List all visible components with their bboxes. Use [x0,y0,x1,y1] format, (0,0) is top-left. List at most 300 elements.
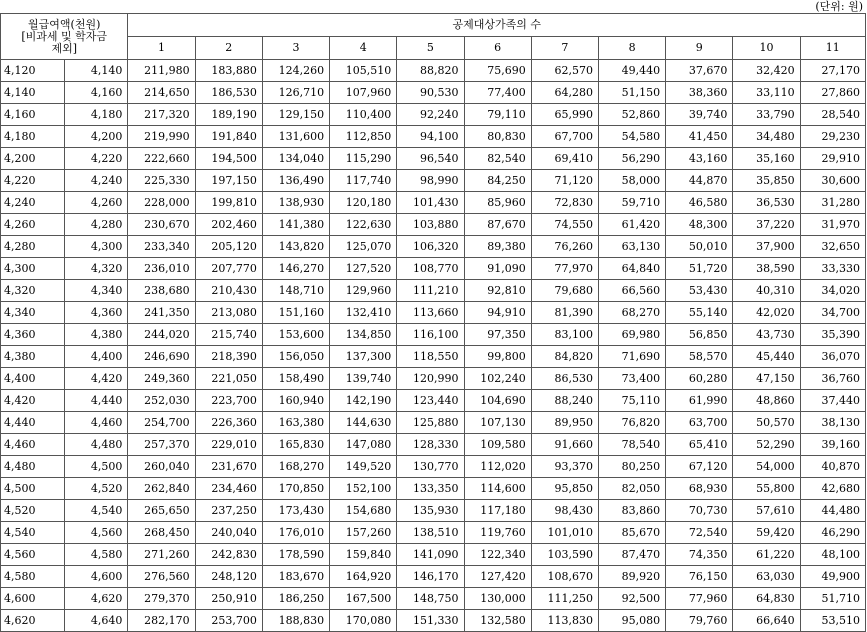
tax-amount-cell: 149,520 [330,456,397,478]
salary-range-line-1: 월급여액(천원) [28,17,101,31]
tax-amount-cell: 48,300 [666,214,733,236]
tax-amount-cell: 167,500 [330,588,397,610]
tax-amount-cell: 110,400 [330,104,397,126]
tax-amount-cell: 87,670 [464,214,531,236]
table-row [1,346,866,368]
tax-amount-cell: 223,700 [195,390,262,412]
range-max-cell: 4,600 [65,566,128,588]
range-min-cell: 4,120 [1,60,65,82]
tax-amount-cell: 53,430 [666,280,733,302]
tax-amount-cell: 141,090 [397,544,464,566]
tax-amount-cell: 104,690 [464,390,531,412]
tax-amount-cell: 236,010 [128,258,195,280]
tax-amount-cell: 176,010 [262,522,329,544]
tax-amount-cell: 217,320 [128,104,195,126]
tax-amount-cell: 62,570 [531,60,598,82]
table-row [1,192,866,214]
table-row [1,368,866,390]
tax-amount-cell: 257,370 [128,434,195,456]
table-row [1,280,866,302]
tax-amount-cell: 43,730 [733,324,800,346]
tax-amount-cell: 134,850 [330,324,397,346]
tax-amount-cell: 248,120 [195,566,262,588]
column-header: 4 [330,37,397,60]
tax-amount-cell: 55,140 [666,302,733,324]
tax-amount-cell: 40,310 [733,280,800,302]
tax-amount-cell: 219,990 [128,126,195,148]
tax-amount-cell: 123,440 [397,390,464,412]
tax-amount-cell: 186,530 [195,82,262,104]
tax-amount-cell: 141,380 [262,214,329,236]
range-max-cell: 4,280 [65,214,128,236]
tax-amount-cell: 60,280 [666,368,733,390]
range-max-cell: 4,520 [65,478,128,500]
tax-amount-cell: 92,500 [598,588,665,610]
tax-amount-cell: 68,270 [598,302,665,324]
tax-amount-cell: 130,770 [397,456,464,478]
range-max-cell: 4,260 [65,192,128,214]
tax-amount-cell: 71,120 [531,170,598,192]
tax-amount-cell: 117,180 [464,500,531,522]
range-min-cell: 4,180 [1,126,65,148]
range-min-cell: 4,520 [1,500,65,522]
tax-amount-cell: 116,100 [397,324,464,346]
tax-amount-cell: 65,410 [666,434,733,456]
tax-amount-cell: 90,530 [397,82,464,104]
tax-amount-cell: 42,020 [733,302,800,324]
tax-amount-cell: 53,510 [800,610,865,632]
range-min-cell: 4,460 [1,434,65,456]
tax-amount-cell: 230,670 [128,214,195,236]
range-max-cell: 4,360 [65,302,128,324]
range-min-cell: 4,420 [1,390,65,412]
tax-amount-cell: 33,330 [800,258,865,280]
tax-amount-cell: 170,850 [262,478,329,500]
tax-amount-cell: 228,000 [128,192,195,214]
range-max-cell: 4,640 [65,610,128,632]
tax-amount-cell: 65,990 [531,104,598,126]
tax-amount-cell: 77,960 [666,588,733,610]
tax-amount-cell: 112,850 [330,126,397,148]
tax-amount-cell: 194,500 [195,148,262,170]
tax-amount-cell: 102,240 [464,368,531,390]
tax-amount-cell: 54,000 [733,456,800,478]
tax-amount-cell: 153,600 [262,324,329,346]
column-header: 7 [531,37,598,60]
table-row [1,412,866,434]
range-min-cell: 4,380 [1,346,65,368]
tax-amount-cell: 58,570 [666,346,733,368]
tax-amount-cell: 159,840 [330,544,397,566]
tax-amount-cell: 122,630 [330,214,397,236]
tax-amount-cell: 47,150 [733,368,800,390]
tax-amount-cell: 82,540 [464,148,531,170]
tax-amount-cell: 89,950 [531,412,598,434]
range-min-cell: 4,620 [1,610,65,632]
tax-amount-cell: 36,530 [733,192,800,214]
tax-amount-cell: 61,990 [666,390,733,412]
tax-amount-cell: 129,150 [262,104,329,126]
range-max-cell: 4,400 [65,346,128,368]
tax-amount-cell: 64,830 [733,588,800,610]
tax-amount-cell: 103,590 [531,544,598,566]
tax-amount-cell: 210,430 [195,280,262,302]
tax-amount-cell: 156,050 [262,346,329,368]
range-max-cell: 4,620 [65,588,128,610]
tax-amount-cell: 183,880 [195,60,262,82]
tax-amount-cell: 139,740 [330,368,397,390]
tax-amount-cell: 34,020 [800,280,865,302]
tax-amount-cell: 138,930 [262,192,329,214]
tax-amount-cell: 143,820 [262,236,329,258]
tax-amount-cell: 37,220 [733,214,800,236]
tax-amount-cell: 67,120 [666,456,733,478]
salary-range-line-3: 제외] [51,41,77,55]
table-row [1,456,866,478]
column-header: 6 [464,37,531,60]
tax-amount-cell: 58,000 [598,170,665,192]
tax-amount-cell: 92,810 [464,280,531,302]
tax-amount-cell: 70,730 [666,500,733,522]
table-row [1,544,866,566]
tax-amount-cell: 59,420 [733,522,800,544]
tax-amount-cell: 124,260 [262,60,329,82]
tax-amount-cell: 54,580 [598,126,665,148]
table-row [1,434,866,456]
tax-amount-cell: 28,540 [800,104,865,126]
tax-amount-cell: 218,390 [195,346,262,368]
tax-amount-cell: 51,150 [598,82,665,104]
tax-amount-cell: 268,450 [128,522,195,544]
tax-amount-cell: 89,920 [598,566,665,588]
tax-amount-cell: 188,830 [262,610,329,632]
tax-amount-cell: 69,410 [531,148,598,170]
range-min-cell: 4,340 [1,302,65,324]
tax-amount-cell: 66,560 [598,280,665,302]
tax-amount-cell: 148,750 [397,588,464,610]
tax-amount-cell: 48,860 [733,390,800,412]
tax-amount-cell: 163,380 [262,412,329,434]
tax-amount-cell: 27,170 [800,60,865,82]
tax-amount-cell: 144,630 [330,412,397,434]
tax-amount-cell: 95,080 [598,610,665,632]
tax-amount-cell: 83,100 [531,324,598,346]
tax-amount-cell: 138,510 [397,522,464,544]
tax-amount-cell: 78,540 [598,434,665,456]
tax-amount-cell: 101,430 [397,192,464,214]
tax-amount-cell: 237,250 [195,500,262,522]
tax-amount-cell: 157,260 [330,522,397,544]
range-min-cell: 4,160 [1,104,65,126]
tax-amount-cell: 74,350 [666,544,733,566]
tax-amount-cell: 46,580 [666,192,733,214]
tax-amount-cell: 27,860 [800,82,865,104]
range-min-cell: 4,260 [1,214,65,236]
tax-amount-cell: 75,110 [598,390,665,412]
tax-amount-cell: 84,250 [464,170,531,192]
tax-amount-cell: 279,370 [128,588,195,610]
tax-amount-cell: 29,910 [800,148,865,170]
tax-amount-cell: 94,910 [464,302,531,324]
tax-amount-cell: 134,040 [262,148,329,170]
tax-amount-cell: 125,070 [330,236,397,258]
tax-amount-cell: 127,420 [464,566,531,588]
tax-amount-cell: 238,680 [128,280,195,302]
range-min-cell: 4,140 [1,82,65,104]
tax-amount-cell: 94,100 [397,126,464,148]
tax-amount-cell: 136,490 [262,170,329,192]
tax-amount-cell: 67,700 [531,126,598,148]
tax-amount-cell: 132,410 [330,302,397,324]
family-count-header: 공제대상가족의 수 [128,14,866,37]
tax-amount-cell: 32,650 [800,236,865,258]
tax-amount-cell: 42,680 [800,478,865,500]
range-min-cell: 4,600 [1,588,65,610]
range-max-cell: 4,420 [65,368,128,390]
tax-amount-cell: 158,490 [262,368,329,390]
salary-range-line-2: [비과세 및 학자금 [21,29,108,43]
tax-amount-cell: 151,160 [262,302,329,324]
tax-amount-cell: 249,360 [128,368,195,390]
range-min-cell: 4,580 [1,566,65,588]
tax-amount-cell: 160,940 [262,390,329,412]
column-header: 2 [195,37,262,60]
range-max-cell: 4,340 [65,280,128,302]
tax-amount-cell: 242,830 [195,544,262,566]
tax-amount-cell: 170,080 [330,610,397,632]
tax-amount-cell: 276,560 [128,566,195,588]
tax-amount-cell: 40,870 [800,456,865,478]
tax-amount-cell: 101,010 [531,522,598,544]
tax-amount-cell: 80,830 [464,126,531,148]
range-min-cell: 4,300 [1,258,65,280]
tax-amount-cell: 51,720 [666,258,733,280]
unit-label: (단위: 원) [815,0,863,13]
range-min-cell: 4,220 [1,170,65,192]
range-max-cell: 4,200 [65,126,128,148]
table-row [1,302,866,324]
tax-amount-cell: 52,290 [733,434,800,456]
tax-amount-cell: 31,970 [800,214,865,236]
tax-amount-cell: 72,830 [531,192,598,214]
tax-amount-cell: 233,340 [128,236,195,258]
table-row [1,214,866,236]
tax-amount-cell: 215,740 [195,324,262,346]
tax-amount-cell: 37,440 [800,390,865,412]
tax-amount-cell: 38,360 [666,82,733,104]
table-row [1,148,866,170]
tax-amount-cell: 92,240 [397,104,464,126]
range-min-cell: 4,440 [1,412,65,434]
tax-amount-cell: 125,880 [397,412,464,434]
tax-amount-cell: 81,390 [531,302,598,324]
table-row [1,478,866,500]
tax-amount-cell: 111,250 [531,588,598,610]
tax-amount-cell: 148,710 [262,280,329,302]
tax-amount-cell: 86,530 [531,368,598,390]
range-min-cell: 4,320 [1,280,65,302]
tax-amount-cell: 95,850 [531,478,598,500]
tax-amount-cell: 36,760 [800,368,865,390]
tax-amount-cell: 241,350 [128,302,195,324]
range-max-cell: 4,540 [65,500,128,522]
range-min-cell: 4,200 [1,148,65,170]
range-min-cell: 4,280 [1,236,65,258]
tax-amount-cell: 36,070 [800,346,865,368]
table-row [1,236,866,258]
tax-amount-cell: 88,240 [531,390,598,412]
column-header: 5 [397,37,464,60]
tax-amount-cell: 199,810 [195,192,262,214]
range-max-cell: 4,220 [65,148,128,170]
table-row [1,610,866,632]
tax-amount-cell: 262,840 [128,478,195,500]
tax-amount-cell: 30,600 [800,170,865,192]
tax-amount-cell: 76,260 [531,236,598,258]
tax-amount-cell: 56,290 [598,148,665,170]
tax-amount-cell: 231,670 [195,456,262,478]
tax-amount-cell: 39,160 [800,434,865,456]
tax-amount-cell: 76,820 [598,412,665,434]
tax-amount-cell: 246,690 [128,346,195,368]
tax-amount-cell: 122,340 [464,544,531,566]
tax-amount-cell: 178,590 [262,544,329,566]
table-row [1,258,866,280]
tax-amount-cell: 186,250 [262,588,329,610]
tax-amount-cell: 44,480 [800,500,865,522]
column-header: 8 [598,37,665,60]
tax-amount-cell: 115,290 [330,148,397,170]
tax-amount-cell: 37,900 [733,236,800,258]
tax-amount-cell: 33,790 [733,104,800,126]
tax-amount-cell: 254,700 [128,412,195,434]
tax-amount-cell: 126,710 [262,82,329,104]
tax-amount-cell: 128,330 [397,434,464,456]
tax-amount-cell: 34,480 [733,126,800,148]
tax-amount-cell: 39,740 [666,104,733,126]
tax-amount-cell: 147,080 [330,434,397,456]
tax-amount-cell: 34,700 [800,302,865,324]
tax-amount-cell: 253,700 [195,610,262,632]
range-max-cell: 4,300 [65,236,128,258]
range-max-cell: 4,160 [65,82,128,104]
tax-amount-cell: 73,400 [598,368,665,390]
tax-amount-cell: 113,660 [397,302,464,324]
tax-amount-cell: 50,570 [733,412,800,434]
tax-amount-cell: 132,580 [464,610,531,632]
tax-amount-cell: 137,300 [330,346,397,368]
tax-amount-cell: 76,150 [666,566,733,588]
tax-amount-cell: 63,030 [733,566,800,588]
range-min-cell: 4,240 [1,192,65,214]
table-row [1,104,866,126]
tax-amount-cell: 56,850 [666,324,733,346]
tax-amount-cell: 49,900 [800,566,865,588]
tax-amount-cell: 48,100 [800,544,865,566]
tax-amount-cell: 75,690 [464,60,531,82]
tax-amount-cell: 68,930 [666,478,733,500]
tax-amount-cell: 152,100 [330,478,397,500]
tax-amount-cell: 225,330 [128,170,195,192]
tax-amount-cell: 106,320 [397,236,464,258]
tax-amount-cell: 221,050 [195,368,262,390]
tax-amount-cell: 113,830 [531,610,598,632]
range-min-cell: 4,500 [1,478,65,500]
range-max-cell: 4,320 [65,258,128,280]
tax-amount-cell: 63,700 [666,412,733,434]
tax-amount-cell: 38,590 [733,258,800,280]
table-row [1,500,866,522]
range-max-cell: 4,440 [65,390,128,412]
tax-amount-cell: 99,800 [464,346,531,368]
tax-amount-cell: 46,290 [800,522,865,544]
tax-amount-cell: 61,220 [733,544,800,566]
tax-amount-cell: 55,800 [733,478,800,500]
tax-amount-cell: 66,640 [733,610,800,632]
tax-amount-cell: 189,190 [195,104,262,126]
table-row [1,126,866,148]
table-row [1,60,866,82]
tax-amount-cell: 98,990 [397,170,464,192]
tax-amount-cell: 85,960 [464,192,531,214]
tax-amount-cell: 49,440 [598,60,665,82]
tax-amount-cell: 191,840 [195,126,262,148]
tax-amount-cell: 213,080 [195,302,262,324]
tax-amount-cell: 31,280 [800,192,865,214]
tax-amount-cell: 207,770 [195,258,262,280]
tax-amount-cell: 77,970 [531,258,598,280]
tax-amount-cell: 114,600 [464,478,531,500]
range-max-cell: 4,380 [65,324,128,346]
tax-amount-cell: 244,020 [128,324,195,346]
tax-amount-cell: 69,980 [598,324,665,346]
tax-amount-cell: 135,930 [397,500,464,522]
tax-amount-cell: 57,610 [733,500,800,522]
table-row [1,588,866,610]
tax-amount-cell: 82,050 [598,478,665,500]
column-header: 3 [262,37,329,60]
tax-table [0,13,866,632]
tax-amount-cell: 77,400 [464,82,531,104]
tax-amount-cell: 105,510 [330,60,397,82]
tax-amount-cell: 37,670 [666,60,733,82]
tax-amount-cell: 43,160 [666,148,733,170]
tax-amount-cell: 44,870 [666,170,733,192]
range-max-cell: 4,560 [65,522,128,544]
tax-amount-cell: 64,280 [531,82,598,104]
tax-amount-cell: 165,830 [262,434,329,456]
tax-amount-cell: 202,460 [195,214,262,236]
tax-amount-cell: 252,030 [128,390,195,412]
range-min-cell: 4,540 [1,522,65,544]
range-max-cell: 4,140 [65,60,128,82]
salary-range-header [1,14,128,60]
table-row [1,324,866,346]
range-max-cell: 4,240 [65,170,128,192]
tax-amount-cell: 51,710 [800,588,865,610]
tax-amount-cell: 108,770 [397,258,464,280]
table-row [1,390,866,412]
tax-amount-cell: 133,350 [397,478,464,500]
range-max-cell: 4,460 [65,412,128,434]
tax-amount-cell: 41,450 [666,126,733,148]
column-header: 9 [666,37,733,60]
range-min-cell: 4,560 [1,544,65,566]
tax-amount-cell: 74,550 [531,214,598,236]
tax-amount-cell: 183,670 [262,566,329,588]
tax-amount-cell: 240,040 [195,522,262,544]
tax-amount-cell: 87,470 [598,544,665,566]
